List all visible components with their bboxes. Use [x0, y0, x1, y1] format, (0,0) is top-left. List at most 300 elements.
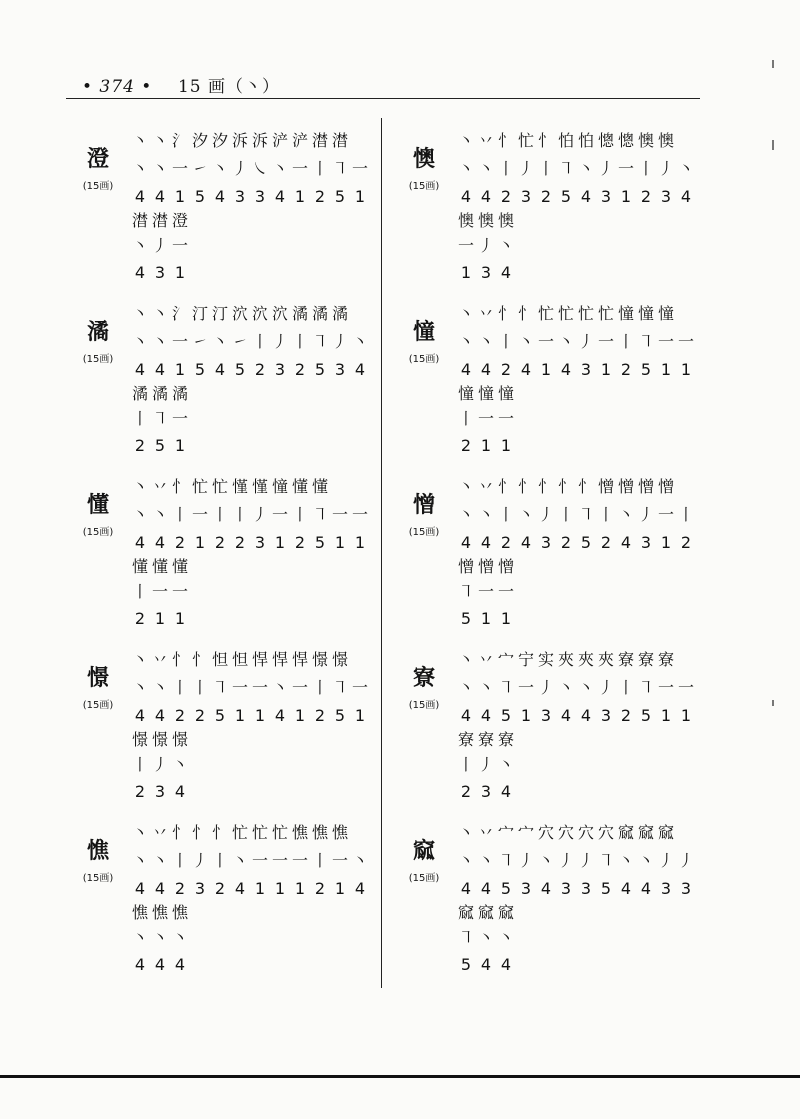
seq-cell: 窳	[497, 903, 514, 922]
seq-cell: 宀	[497, 823, 514, 842]
nums-cell: 2	[134, 609, 146, 628]
stroke-cell: 丨	[291, 332, 308, 351]
seq-cell: 丶	[457, 823, 474, 842]
stroke-row	[456, 925, 516, 951]
stroke-row	[456, 502, 696, 528]
stroke-cell: 丿	[577, 851, 594, 870]
character-heading	[72, 838, 124, 886]
stroke-cell: 丿	[517, 159, 534, 178]
nums-cell: 1	[660, 533, 672, 552]
stroke-cell: 丨	[311, 159, 328, 178]
stroke-cell: 丨	[131, 582, 148, 601]
nums-cell: 2	[500, 533, 512, 552]
character-entry	[398, 639, 698, 812]
stroke-count-label: (15画)	[82, 181, 114, 192]
seq-cell: 忄	[191, 823, 208, 842]
stroke-cell: 丨	[131, 409, 148, 428]
seq-row	[456, 820, 676, 846]
nums-cell: 4	[480, 955, 492, 974]
stroke-cell: ㇕	[331, 159, 348, 178]
character-heading	[398, 319, 450, 367]
stroke-cell: 丶	[231, 851, 248, 870]
nums-cell: 2	[620, 360, 632, 379]
seq-row	[456, 301, 676, 327]
character-heading	[72, 146, 124, 194]
stroke-cell: 一	[151, 582, 168, 601]
nums-cell: 4	[480, 187, 492, 206]
stroke-cell: 丶	[211, 159, 228, 178]
seq-cell: 懊	[637, 131, 654, 150]
stroke-count-label: (15画)	[82, 527, 114, 538]
seq-cell: 憧	[477, 384, 494, 403]
stroke-cell: 丿	[477, 755, 494, 774]
column-divider	[381, 118, 382, 988]
seq-cell: 泝	[231, 131, 248, 150]
stroke-cell: 丨	[557, 505, 574, 524]
stroke-cell: 丿	[151, 236, 168, 255]
nums-cell: 3	[480, 263, 492, 282]
seq-cell: 丷	[477, 304, 494, 323]
nums-cell: 4	[500, 955, 512, 974]
stroke-cell: 丨	[131, 755, 148, 774]
nums-cell: 1	[660, 706, 672, 725]
stroke-cell: 丶	[271, 159, 288, 178]
seq-cell: 窳	[477, 903, 494, 922]
seq-cell: 忙	[537, 304, 554, 323]
headword-character: 憬	[86, 665, 109, 691]
seq-row	[130, 900, 190, 926]
nums-cell: 3	[254, 533, 266, 552]
stroke-cell: 丨	[497, 332, 514, 351]
nums-cell: 4	[480, 879, 492, 898]
seq-cell: 穴	[537, 823, 554, 842]
nums-cell: 2	[500, 187, 512, 206]
stroke-cell: 丶	[477, 159, 494, 178]
stroke-cell: 丶	[171, 928, 188, 947]
seq-cell: 憎	[497, 557, 514, 576]
stroke-cell: 丿	[597, 678, 614, 697]
stroke-cell: 丨	[211, 505, 228, 524]
stroke-cell: 一	[271, 851, 288, 870]
seq-cell: 怛	[231, 650, 248, 669]
nums-cell: 5	[334, 187, 346, 206]
stroke-count-label: (15画)	[82, 700, 114, 711]
nums-row	[456, 433, 516, 459]
character-entry	[72, 293, 372, 466]
seq-cell: 憎	[457, 557, 474, 576]
nums-cell: 4	[134, 263, 146, 282]
stroke-cell: 丶	[171, 755, 188, 774]
nums-cell: 2	[560, 533, 572, 552]
seq-cell: 丶	[457, 131, 474, 150]
stroke-count-label: (15画)	[82, 873, 114, 884]
seq-cell: 穴	[577, 823, 594, 842]
stroke-cell: ㇕	[311, 332, 328, 351]
stroke-cell: 丿	[557, 851, 574, 870]
stroke-row	[456, 848, 696, 874]
nums-cell: 1	[174, 360, 186, 379]
nums-cell: 4	[154, 706, 166, 725]
seq-cell: 憔	[331, 823, 348, 842]
stroke-row	[130, 579, 190, 605]
stroke-cell: ㇀	[231, 332, 248, 351]
stroke-cell: 丿	[657, 851, 674, 870]
seq-cell: 丶	[131, 477, 148, 496]
stroke-cell: 丨	[231, 505, 248, 524]
seq-cell: 丶	[457, 304, 474, 323]
seq-cell: 憧	[457, 384, 474, 403]
stroke-cell: 丿	[637, 505, 654, 524]
nums-cell: 4	[520, 533, 532, 552]
nums-cell: 1	[540, 360, 552, 379]
seq-cell: 悍	[291, 650, 308, 669]
stroke-row	[456, 406, 516, 432]
stroke-cell: 丶	[151, 505, 168, 524]
nums-cell: 4	[214, 360, 226, 379]
nums-cell: 1	[294, 706, 306, 725]
left-column	[72, 120, 372, 985]
stroke-cell: 一	[331, 505, 348, 524]
character-entry	[72, 120, 372, 293]
stroke-cell: 丨	[497, 159, 514, 178]
nums-row	[130, 433, 190, 459]
seq-cell: 窳	[617, 823, 634, 842]
stroke-cell: 丶	[151, 159, 168, 178]
stroke-cell: 一	[457, 236, 474, 255]
stroke-cell: 丨	[171, 678, 188, 697]
nums-cell: 3	[334, 360, 346, 379]
seq-cell: 丶	[131, 650, 148, 669]
seq-cell: 寮	[657, 650, 674, 669]
nums-cell: 2	[134, 782, 146, 801]
nums-cell: 2	[314, 706, 326, 725]
seq-cell: 憎	[597, 477, 614, 496]
stroke-row	[130, 329, 370, 355]
nums-row	[130, 357, 370, 383]
nums-cell: 2	[460, 436, 472, 455]
seq-cell: 憔	[131, 903, 148, 922]
seq-cell: 宁	[517, 650, 534, 669]
seq-cell: 忙	[271, 823, 288, 842]
stroke-row	[456, 329, 696, 355]
footer-rule	[0, 1075, 800, 1078]
nums-cell: 2	[254, 360, 266, 379]
nums-cell: 1	[294, 879, 306, 898]
seq-cell: 夾	[597, 650, 614, 669]
stroke-cell: 丶	[497, 236, 514, 255]
seq-cell: 寮	[637, 650, 654, 669]
nums-cell: 1	[274, 879, 286, 898]
seq-row	[456, 554, 516, 580]
seq-cell: 忄	[537, 131, 554, 150]
stroke-cell: 丿	[477, 236, 494, 255]
nums-cell: 5	[600, 879, 612, 898]
seq-cell: 潏	[291, 304, 308, 323]
stroke-cell: 一	[271, 505, 288, 524]
seq-cell: 忄	[557, 477, 574, 496]
seq-row	[130, 474, 330, 500]
seq-cell: 悍	[271, 650, 288, 669]
stroke-row	[130, 848, 370, 874]
stroke-cell: 丿	[251, 505, 268, 524]
character-heading	[398, 838, 450, 886]
nums-cell: 3	[274, 360, 286, 379]
stroke-cell: ㇕	[211, 678, 228, 697]
nums-cell: 2	[134, 436, 146, 455]
stroke-cell: 丶	[617, 851, 634, 870]
seq-row	[456, 900, 516, 926]
stroke-cell: 丿	[191, 851, 208, 870]
character-heading	[72, 492, 124, 540]
nums-row	[456, 530, 696, 556]
nums-cell: 4	[480, 533, 492, 552]
nums-cell: 1	[174, 263, 186, 282]
stroke-row	[130, 156, 370, 182]
stroke-cell: 丶	[477, 505, 494, 524]
nums-cell: 1	[680, 706, 692, 725]
stroke-cell: 丿	[517, 851, 534, 870]
nums-cell: 1	[234, 706, 246, 725]
nums-cell: 5	[500, 706, 512, 725]
nums-row	[456, 357, 696, 383]
stroke-cell: 丶	[477, 678, 494, 697]
seq-cell: 懊	[657, 131, 674, 150]
seq-cell: 丷	[477, 650, 494, 669]
nums-cell: 4	[154, 187, 166, 206]
seq-cell: 懊	[457, 211, 474, 230]
stroke-cell: 一	[657, 332, 674, 351]
seq-row	[130, 820, 350, 846]
seq-cell: 懂	[131, 557, 148, 576]
seq-cell: 丷	[151, 650, 168, 669]
seq-cell: 憬	[131, 730, 148, 749]
stroke-count-label: (15画)	[82, 354, 114, 365]
seq-cell: 浐	[271, 131, 288, 150]
stroke-cell: 丨	[191, 678, 208, 697]
seq-cell: 夾	[557, 650, 574, 669]
seq-cell: 忄	[211, 823, 228, 842]
stroke-cell: 丿	[271, 332, 288, 351]
stroke-cell: ㇀	[191, 332, 208, 351]
stroke-cell: 一	[291, 851, 308, 870]
stroke-cell: 一	[231, 678, 248, 697]
stroke-cell: 丶	[577, 159, 594, 178]
stroke-cell: 一	[477, 582, 494, 601]
nums-cell: 5	[314, 533, 326, 552]
seq-cell: 夾	[577, 650, 594, 669]
stroke-cell: ㇕	[151, 409, 168, 428]
nums-cell: 1	[174, 609, 186, 628]
stroke-cell: 丨	[211, 851, 228, 870]
nums-cell: 3	[254, 187, 266, 206]
nums-row	[130, 703, 370, 729]
nums-cell: 3	[560, 879, 572, 898]
nums-cell: 1	[480, 436, 492, 455]
seq-cell: 丶	[457, 650, 474, 669]
stroke-row	[456, 752, 516, 778]
stroke-cell: 丶	[517, 332, 534, 351]
seq-cell: 寮	[477, 730, 494, 749]
nums-cell: 4	[540, 879, 552, 898]
stroke-cell: 一	[351, 505, 368, 524]
character-entry	[72, 639, 372, 812]
character-entry	[72, 466, 372, 639]
scan-edge-mark	[772, 60, 774, 68]
nums-cell: 3	[660, 187, 672, 206]
stroke-cell: 丨	[637, 159, 654, 178]
nums-cell: 2	[314, 187, 326, 206]
nums-cell: 5	[460, 955, 472, 974]
seq-cell: 憬	[151, 730, 168, 749]
nums-cell: 4	[154, 533, 166, 552]
seq-cell: 宀	[517, 823, 534, 842]
nums-cell: 2	[214, 879, 226, 898]
nums-cell: 1	[174, 436, 186, 455]
nums-cell: 1	[600, 360, 612, 379]
seq-cell: 憔	[311, 823, 328, 842]
nums-cell: 1	[520, 706, 532, 725]
nums-cell: 1	[334, 533, 346, 552]
nums-row	[130, 530, 370, 556]
stroke-cell: 一	[497, 409, 514, 428]
nums-cell: 3	[154, 263, 166, 282]
nums-cell: 4	[520, 360, 532, 379]
nums-cell: 4	[580, 706, 592, 725]
stroke-cell: 一	[331, 851, 348, 870]
seq-cell: 汀	[191, 304, 208, 323]
stroke-cell: 丶	[211, 332, 228, 351]
seq-cell: 怕	[557, 131, 574, 150]
seq-cell: 潏	[151, 384, 168, 403]
stroke-cell: 丨	[537, 159, 554, 178]
seq-cell: 汀	[211, 304, 228, 323]
nums-cell: 5	[460, 609, 472, 628]
stroke-cell: 丶	[351, 332, 368, 351]
stroke-cell: 丿	[597, 159, 614, 178]
seq-cell: 丷	[477, 477, 494, 496]
seq-cell: 憎	[657, 477, 674, 496]
nums-cell: 4	[500, 263, 512, 282]
seq-cell: 泝	[251, 131, 268, 150]
stroke-row	[456, 156, 696, 182]
seq-cell: 丷	[477, 131, 494, 150]
stroke-cell: 丶	[131, 678, 148, 697]
seq-cell: 忄	[191, 650, 208, 669]
stroke-row	[130, 406, 190, 432]
seq-cell: 澄	[171, 211, 188, 230]
seq-cell: 澘	[151, 211, 168, 230]
nums-cell: 4	[354, 360, 366, 379]
seq-cell: 懂	[311, 477, 328, 496]
nums-cell: 5	[194, 187, 206, 206]
seq-cell: 汐	[191, 131, 208, 150]
nums-cell: 1	[620, 187, 632, 206]
stroke-cell: ㇕	[637, 332, 654, 351]
seq-cell: 丶	[457, 477, 474, 496]
seq-cell: 寮	[457, 730, 474, 749]
stroke-row	[456, 675, 696, 701]
headword-character: 憎	[412, 492, 435, 518]
seq-row	[456, 474, 676, 500]
stroke-count-label: (15画)	[408, 700, 440, 711]
seq-cell: 憬	[171, 730, 188, 749]
stroke-cell: 丶	[537, 851, 554, 870]
seq-cell: 潏	[131, 384, 148, 403]
stroke-cell: 丶	[677, 159, 694, 178]
nums-cell: 1	[274, 533, 286, 552]
headword-character: 憧	[412, 319, 435, 345]
headword-character: 憔	[86, 838, 109, 864]
character-entry	[398, 812, 698, 985]
nums-cell: 2	[194, 706, 206, 725]
stroke-cell: 丶	[131, 851, 148, 870]
character-entry	[398, 466, 698, 639]
seq-cell: 憔	[171, 903, 188, 922]
stroke-count-label: (15画)	[408, 873, 440, 884]
seq-cell: 忙	[251, 823, 268, 842]
stroke-cell: ㇕	[497, 851, 514, 870]
stroke-cell: 一	[677, 678, 694, 697]
nums-cell: 3	[580, 360, 592, 379]
stroke-cell: 丨	[497, 505, 514, 524]
nums-cell: 4	[560, 360, 572, 379]
stroke-cell: 一	[477, 409, 494, 428]
seq-cell: 慬	[231, 477, 248, 496]
headword-character: 窳	[412, 838, 435, 864]
seq-cell: 憧	[617, 304, 634, 323]
stroke-cell: 一	[517, 678, 534, 697]
stroke-count-label: (15画)	[408, 527, 440, 538]
seq-cell: 忄	[497, 131, 514, 150]
nums-cell: 3	[520, 879, 532, 898]
stroke-cell: 丨	[457, 409, 474, 428]
character-entry	[398, 120, 698, 293]
nums-cell: 4	[560, 706, 572, 725]
seq-cell: 憔	[291, 823, 308, 842]
stroke-row	[130, 675, 370, 701]
stroke-row	[456, 579, 516, 605]
seq-cell: 澘	[131, 211, 148, 230]
seq-cell: 忄	[497, 477, 514, 496]
seq-cell: 丶	[131, 131, 148, 150]
seq-cell: 忄	[577, 477, 594, 496]
nums-cell: 4	[460, 187, 472, 206]
stroke-cell: 一	[351, 159, 368, 178]
nums-cell: 5	[560, 187, 572, 206]
seq-cell: 丶	[131, 304, 148, 323]
seq-cell: 忙	[211, 477, 228, 496]
seq-row	[456, 128, 676, 154]
stroke-cell: 丿	[537, 505, 554, 524]
nums-cell: 3	[480, 782, 492, 801]
nums-cell: 4	[460, 533, 472, 552]
nums-cell: 4	[480, 706, 492, 725]
nums-cell: 4	[134, 879, 146, 898]
seq-cell: 忙	[577, 304, 594, 323]
seq-cell: 潏	[171, 384, 188, 403]
stroke-cell: 一	[657, 678, 674, 697]
stroke-cell: 一	[657, 505, 674, 524]
seq-cell: 忙	[517, 131, 534, 150]
nums-cell: 1	[680, 360, 692, 379]
nums-cell: 4	[274, 187, 286, 206]
seq-cell: 憁	[617, 131, 634, 150]
stroke-cell: 一	[291, 678, 308, 697]
stroke-cell: ㇕	[637, 678, 654, 697]
character-heading	[398, 146, 450, 194]
nums-cell: 4	[134, 360, 146, 379]
stroke-cell: 丶	[477, 928, 494, 947]
